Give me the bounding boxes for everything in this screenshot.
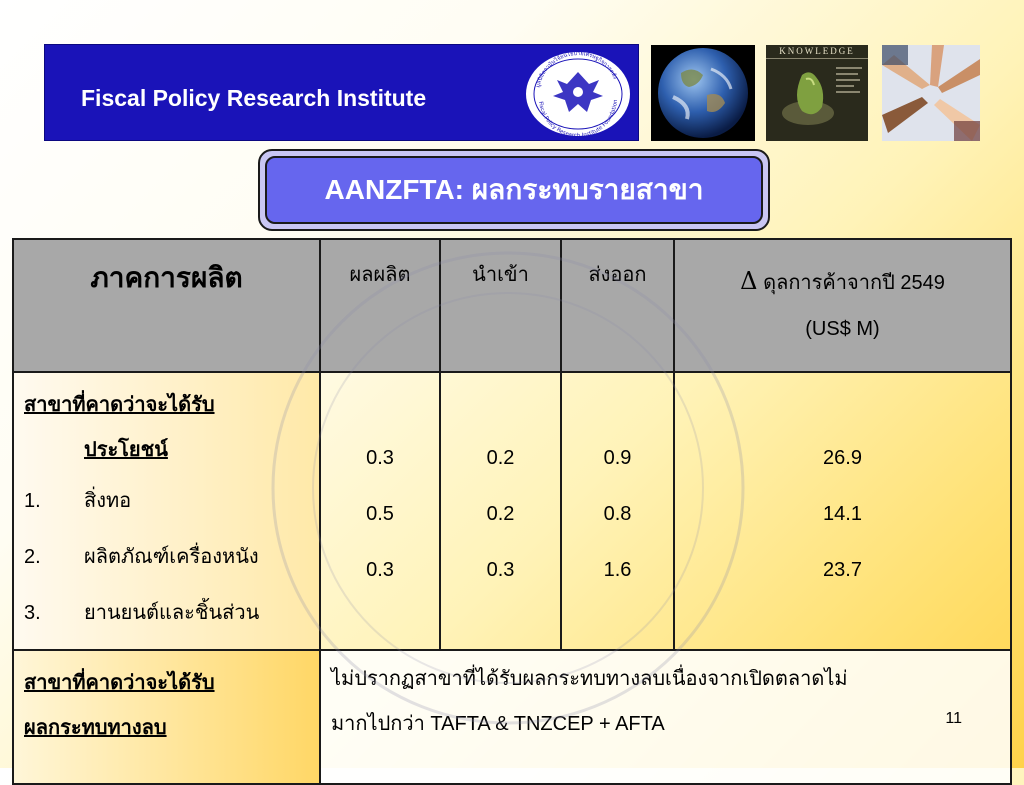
list-item: 2. ผลิตภัณฑ์เครื่องหนัง bbox=[24, 546, 259, 568]
import-values: 0.2 0.2 0.3 bbox=[440, 372, 561, 650]
loss-note-line2: มากไปกว่า TAFTA & TNZCEP + AFTA bbox=[331, 713, 665, 735]
table-header-row bbox=[13, 239, 1011, 372]
delta-symbol: Δ bbox=[740, 267, 758, 295]
header-trade-balance-line2: (US$ M) bbox=[805, 318, 880, 340]
gain-sector-cell bbox=[13, 372, 320, 650]
loss-note bbox=[321, 651, 1010, 747]
header-banner bbox=[44, 44, 639, 141]
institute-title: Fiscal Policy Research Institute bbox=[81, 85, 427, 111]
slide-headline-box bbox=[258, 149, 770, 231]
knowledge-label: KNOWLEDGE bbox=[766, 46, 868, 59]
slide-headline: AANZFTA: ผลกระทบรายสาขา bbox=[324, 174, 704, 205]
gain-group-line1: สาขาที่คาดว่าจะได้รับ bbox=[24, 394, 215, 416]
header-import: นำเข้า bbox=[440, 239, 561, 372]
loss-group-line2: ผลกระทบทางลบ bbox=[24, 717, 167, 739]
loss-note-cell bbox=[320, 650, 1011, 784]
knowledge-photo bbox=[766, 45, 868, 141]
header-trade-balance bbox=[674, 239, 1011, 372]
loss-group-heading bbox=[14, 651, 319, 751]
svg-text:Fiscal Policy Research Institu: Fiscal Policy Research Institute Foundation bbox=[537, 99, 619, 138]
svg-text:มูลนิธิสถาบันวิจัยนโยบายเศรษฐก: มูลนิธิสถาบันวิจัยนโยบายเศรษฐกิจการคลัง bbox=[535, 50, 618, 89]
header-export: ส่งออก bbox=[561, 239, 674, 372]
header-output: ผลผลิต bbox=[320, 239, 440, 372]
institute-seal-logo bbox=[523, 50, 633, 138]
loss-note-line1: ไม่ปรากฏสาขาที่ได้รับผลกระทบทางลบเนื่องจากเปิดตลาดไม่ bbox=[331, 668, 848, 690]
output-values: 0.3 0.5 0.3 bbox=[320, 372, 440, 650]
page-number: 11 bbox=[945, 710, 962, 727]
teamwork-hands-photo bbox=[882, 45, 980, 141]
trade-balance-values: 26.9 14.1 23.7 bbox=[674, 372, 1011, 650]
loss-group-line1: สาขาที่คาดว่าจะได้รับ bbox=[24, 672, 215, 694]
sector-impact-table bbox=[12, 238, 1012, 785]
list-item: 1. สิ่งทอ bbox=[24, 490, 132, 512]
table-row-loss bbox=[13, 650, 1011, 784]
header-trade-balance-line1: ดุลการค้าจากปี 2549 bbox=[763, 272, 945, 294]
slide-headline-inner bbox=[265, 156, 763, 224]
gain-group-line2: ประโยชน์ bbox=[84, 439, 168, 461]
loss-sector-cell bbox=[13, 650, 320, 784]
gain-group-heading bbox=[14, 373, 319, 473]
header-sector: ภาคการผลิต bbox=[13, 239, 320, 372]
list-item: 3. ยานยนต์และชิ้นส่วน bbox=[24, 602, 260, 624]
earth-photo bbox=[651, 45, 755, 141]
export-values: 0.9 0.8 1.6 bbox=[561, 372, 674, 650]
table-row-gain bbox=[13, 372, 1011, 650]
